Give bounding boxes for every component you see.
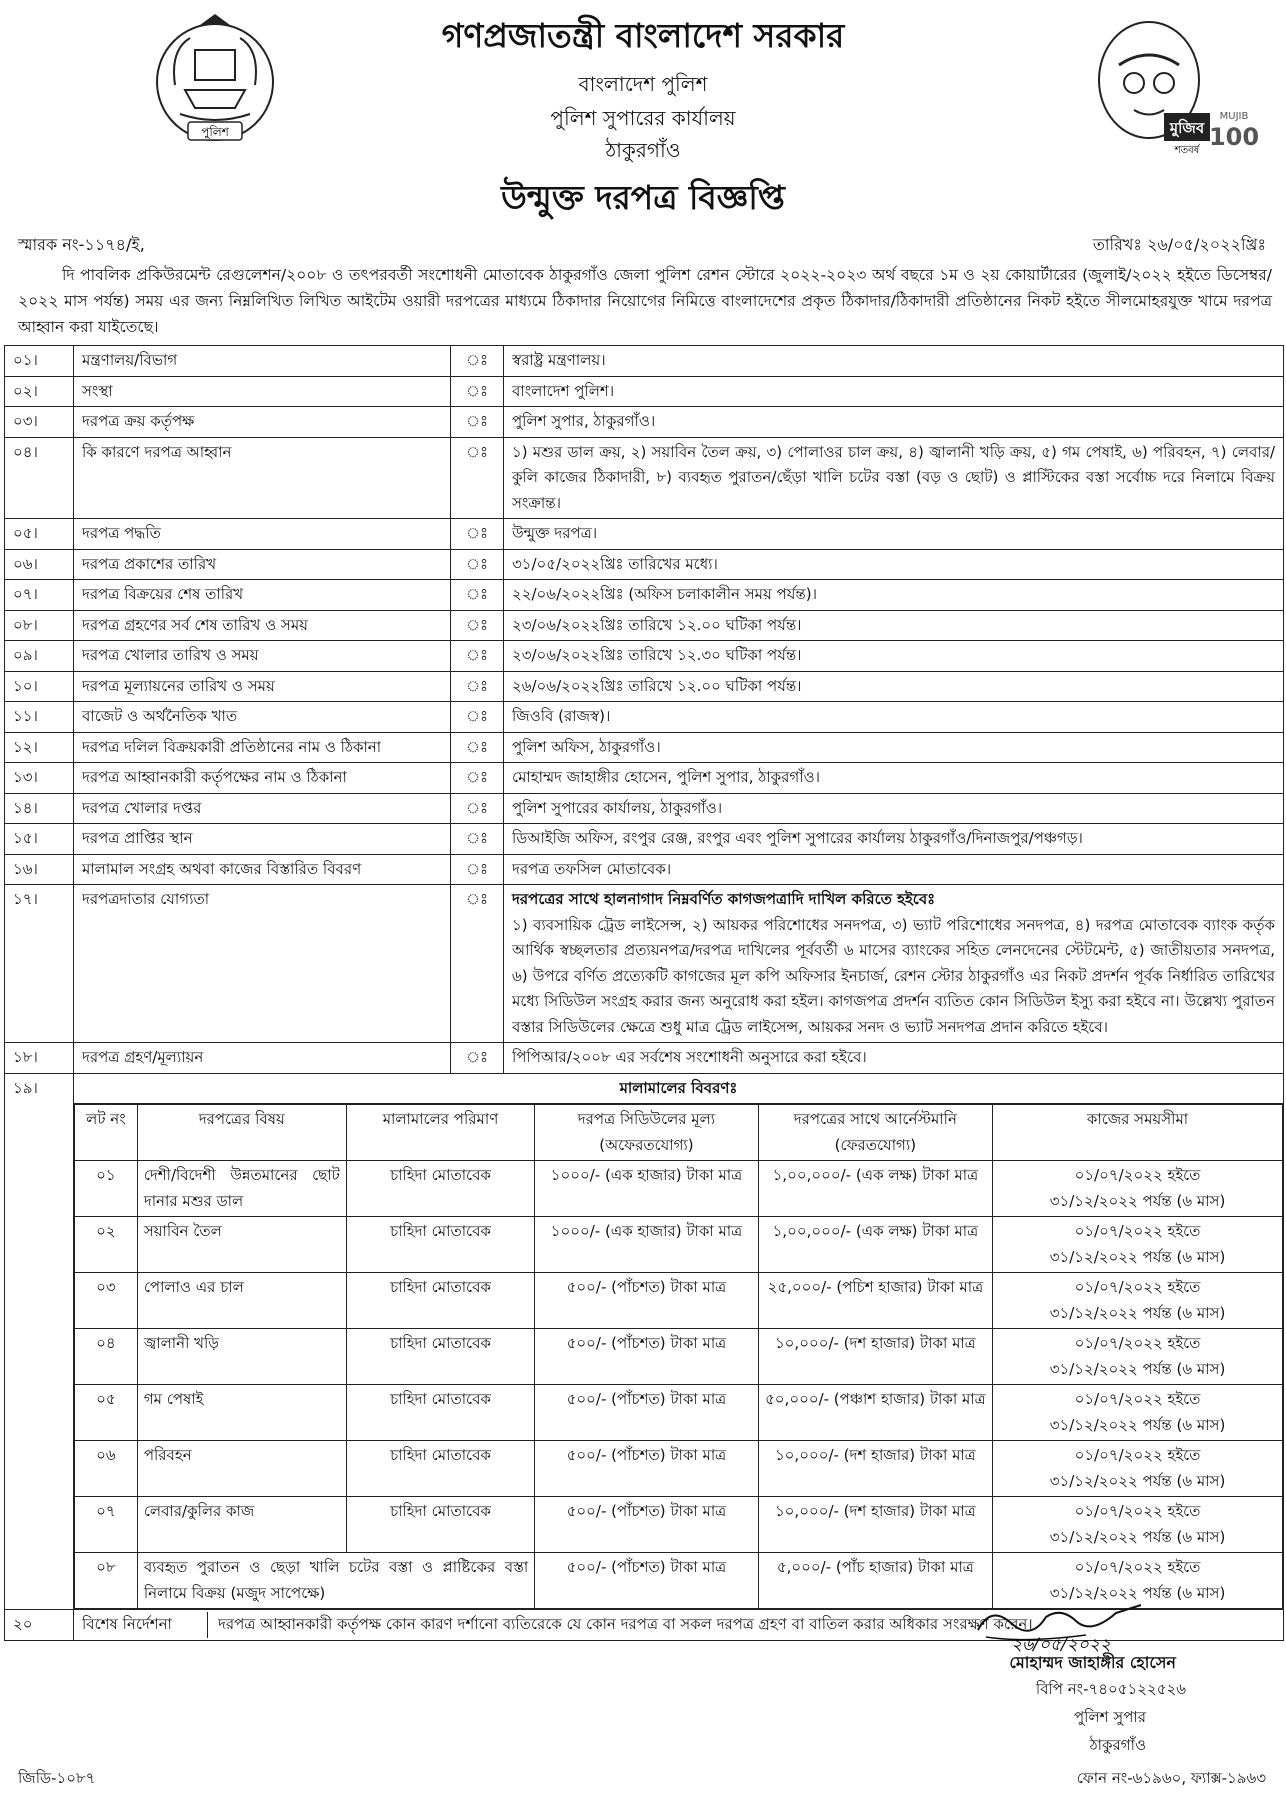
header-earnest-money xyxy=(758,1105,992,1161)
row-number: ০৮। xyxy=(5,610,74,641)
table-row xyxy=(5,824,1284,855)
row-label: দরপত্র মূল্যায়নের তারিখ ও সময় xyxy=(74,671,451,702)
item-lot: ০৮ xyxy=(75,1553,138,1609)
row-label: দরপত্র বিক্রয়ের শেষ তারিখ xyxy=(74,580,451,611)
officer-bp-number: বিপি নং-৭৪০৫১২২৫২৬ xyxy=(1035,1680,1186,1698)
row-label: দরপত্র গ্রহণ/মূল্যায়ন xyxy=(74,1043,451,1074)
period-from: ০১/০৭/২০২২ হইতে xyxy=(1074,1166,1201,1184)
row-number: ১৬। xyxy=(5,854,74,885)
item-subject: লেবার/কুলির কাজ xyxy=(137,1497,346,1553)
item-earnest-money: ১০,০০০/- (দশ হাজার) টাকা মাত্র xyxy=(758,1441,992,1497)
item-subject: সয়াবিন তৈল xyxy=(137,1217,346,1273)
row-label: দরপত্র দলিল বিক্রয়কারী প্রতিষ্ঠানের নাম ও ঠিকানা xyxy=(74,732,451,763)
row-value: স্বরাষ্ট্র মন্ত্রণালয়। xyxy=(504,346,1284,377)
row-label: দরপত্র খোলার তারিখ ও সময় xyxy=(74,641,451,672)
item-earnest-money: ৫,০০০/- (পাঁচ হাজার) টাকা মাত্র xyxy=(758,1553,992,1609)
item-lot: ০২ xyxy=(75,1217,138,1273)
row-number: ০১। xyxy=(5,346,74,377)
row-label: দরপত্র খোলার দপ্তর xyxy=(74,793,451,824)
item-work-period xyxy=(993,1441,1283,1497)
period-from: ০১/০৭/২০২২ হইতে xyxy=(1074,1278,1201,1296)
item-subject: গম পেষাই xyxy=(137,1385,346,1441)
row-value xyxy=(504,885,1284,1043)
item-quantity: চাহিদা মোতাবেক xyxy=(346,1441,534,1497)
row-label: দরপত্রদাতার যোগ্যতা xyxy=(74,885,451,1043)
row-label: মালামাল সংগ্রহ অথবা কাজের বিস্তারিত বিবরণ xyxy=(74,854,451,885)
item-lot: ০৫ xyxy=(75,1385,138,1441)
row-value: পুলিশ সুপারের কার্যালয়, ঠাকুরগাঁও। xyxy=(504,793,1284,824)
row-label: দরপত্র প্রাপ্তির স্থান xyxy=(74,824,451,855)
item-quantity: চাহিদা মোতাবেক xyxy=(346,1385,534,1441)
row-colon: ঃ xyxy=(451,763,504,794)
row-colon: ঃ xyxy=(451,702,504,733)
row-value: পুলিশ সুপার, ঠাকুরগাঁও। xyxy=(504,407,1284,438)
item-row xyxy=(75,1441,1283,1497)
header-earnest-money-note: (ফেরতযোগ্য) xyxy=(834,1135,917,1154)
row-label: মন্ত্রণালয়/বিভাগ xyxy=(74,346,451,377)
svg-text:মুজিব: মুজিব xyxy=(1169,119,1205,137)
district-name: ঠাকুরগাঁও xyxy=(605,138,681,162)
item-subject: ব্যবহৃত পুরাতন ও ছেড়া খালি চটের বস্তা ও প্লাষ্টিকের বস্তা নিলামে বিক্রয় (মজুদ সাপেক্ষে) xyxy=(137,1553,534,1609)
header-schedule-price-label: দরপত্র সিডিউলের মূল্য xyxy=(577,1110,716,1128)
row-number: ১০। xyxy=(5,671,74,702)
contact-phone-fax: ফোন নং-৬১৯৬০, ফ্যাক্স-১৯৬৩ xyxy=(1076,1769,1266,1787)
row-colon: ঃ xyxy=(451,549,504,580)
row-number: ১৯। xyxy=(5,1073,74,1610)
svg-text:শতবর্ষ: শতবর্ষ xyxy=(1174,145,1200,156)
office-name: পুলিশ সুপারের কার্যালয় xyxy=(550,106,736,130)
header-subject: দরপত্রের বিষয় xyxy=(137,1105,346,1161)
item-row xyxy=(75,1385,1283,1441)
item-work-period xyxy=(993,1273,1283,1329)
row-value: ২৬/০৬/২০২২খ্রিঃ তারিখে ১২.০০ ঘটিকা পর্যন্ত। xyxy=(504,671,1284,702)
row-colon: ঃ xyxy=(451,854,504,885)
row-value: মোহাম্মদ জাহাঙ্গীর হোসেন, পুলিশ সুপার, ঠাকুরগাঁও। xyxy=(504,763,1284,794)
row-value: বাংলাদেশ পুলিশ। xyxy=(504,376,1284,407)
period-to: ৩১/১২/২০২২ পর্যন্ত (৬ মাস) xyxy=(1049,1359,1226,1378)
item-schedule-price: ৫০০/- (পাঁচশত) টাকা মাত্র xyxy=(535,1553,758,1609)
svg-text:100: 100 xyxy=(1208,123,1260,151)
header-quantity: মালামালের পরিমাণ xyxy=(346,1105,534,1161)
item-lot: ০৬ xyxy=(75,1441,138,1497)
row-colon: ঃ xyxy=(451,1043,504,1074)
notice-title: উন্মুক্ত দরপত্র বিজ্ঞপ্তি xyxy=(501,178,785,217)
row-label: দরপত্র ক্রয় কর্তৃপক্ষ xyxy=(74,407,451,438)
item-schedule-price: ৫০০/- (পাঁচশত) টাকা মাত্র xyxy=(535,1329,758,1385)
row-number: ২০ xyxy=(5,1610,74,1641)
header-lot: লট নং xyxy=(75,1105,138,1161)
row-number: ০৭। xyxy=(5,580,74,611)
row-label: দরপত্র প্রকাশের তারিখ xyxy=(74,549,451,580)
row-label: দরপত্র পদ্ধতি xyxy=(74,519,451,550)
item-row xyxy=(75,1329,1283,1385)
row-label: কি কারণে দরপত্র আহ্বান xyxy=(74,437,451,519)
row-label: বিশেষ নির্দেশনা xyxy=(82,1612,208,1638)
table-row xyxy=(5,549,1284,580)
table-row xyxy=(5,346,1284,377)
item-earnest-money: ১,০০,০০০/- (এক লক্ষ) টাকা মাত্র xyxy=(758,1217,992,1273)
documents-heading: দরপত্রের সাথে হালনাগাদ নিম্নবর্ণিত কাগজপত্রাদি দাখিল করিতে হইবেঃ xyxy=(512,890,936,908)
item-schedule-price: ৫০০/- (পাঁচশত) টাকা মাত্র xyxy=(535,1273,758,1329)
item-work-period xyxy=(993,1497,1283,1553)
table-row xyxy=(5,519,1284,550)
period-to: ৩১/১২/২০২২ পর্যন্ত (৬ মাস) xyxy=(1049,1527,1226,1546)
items-title: মালামালের বিবরণঃ xyxy=(74,1073,1284,1104)
row-number: ০৫। xyxy=(5,519,74,550)
row-number: ০৬। xyxy=(5,549,74,580)
row-colon: ঃ xyxy=(451,885,504,1043)
header-schedule-price-note: (অফেরতযোগ্য) xyxy=(599,1135,694,1154)
row-colon: ঃ xyxy=(451,610,504,641)
row-colon: ঃ xyxy=(451,824,504,855)
item-subject: পরিবহন xyxy=(137,1441,346,1497)
item-row xyxy=(75,1161,1283,1217)
row-value: দরপত্র তফসিল মোতাবেক। xyxy=(504,854,1284,885)
intro-paragraph: দি পাবলিক প্রকিউরমেন্ট রেগুলেশন/২০০৮ ও তৎপরবর্তী সংশোধনী মোতাবেক ঠাকুরগাঁও জেলা পুলিশ রেশন স্টোরে ২০২২-২০২৩ অর্থ বছরে ১ম ও ২য় কোয়ার্টারের (জুলাই/২০২২ হইতে ডিসেম্বর/২০২২ মাস পর্যন্ত) সময় এর জন্য নিম্নলিখিত লিখিত আইটেম ওয়ারী দরপত্রের মাধ্যমে ঠিকাদার নিয়োগের নিমিত্তে বাংলাদেশের প্রকৃত ঠিকাদার/ঠিকাদারী প্রতিষ্ঠানের নিকট হইতে সীলমোহরযুক্ত খামে দরপত্র আহ্বান করা যাইতেছে। xyxy=(18,266,1272,336)
period-from: ০১/০৭/২০২২ হইতে xyxy=(1074,1558,1201,1576)
table-row xyxy=(5,580,1284,611)
documents-list: ১) ব্যবসায়িক ট্রেড লাইসেন্স, ২) আয়কর পরিশোধের সনদপত্র, ৩) ভ্যাট পরিশোধের সনদপত্র, ৪) দরপত্র মোতাবেক ব্যাংক কর্তৃক আর্থিক স্বচ্ছলতার প্রত্যয়নপত্র/দরপত্র দাখিলের পূর্ববর্তী ৬ মাসের ব্যাংকের সহিত লেনদেনের স্টেটমেন্ট, ৫) জাতীয়তার সনদপত্র, ৬) উপরে বর্ণিত প্রত্যেকটি কাগজের মূল কপি অফিসার ইনচার্জ, রেশন স্টোর ঠাকুরগাঁও এর নিকট প্রদর্শন পূর্বক নির্ধারিত তারিখের মধ্যে সিডিউল সংগ্রহ করার জন্য অনুরোধ করা হইল। কাগজপত্র প্রদর্শন ব্যতিত কোন সিডিউল ইস্যু করা হইবে না। উল্লেখ্য পুরাতন বস্তার সিডিউলের ক্ষেত্রে শুধু মাত্র ট্রেড লাইসেন্স, আয়কর সনদ ও ভ্যাট সনদপত্র প্রদান করিতে হইবে। xyxy=(512,915,1275,1036)
row-colon: ঃ xyxy=(451,732,504,763)
item-work-period xyxy=(993,1217,1283,1273)
table-row xyxy=(5,702,1284,733)
row-label: সংস্থা xyxy=(74,376,451,407)
table-row xyxy=(5,641,1284,672)
notice-date: তারিখঃ ২৬/০৫/২০২২খ্রিঃ xyxy=(1092,235,1266,254)
memo-number: স্মারক নং-১১৭৪/ই, xyxy=(18,235,145,254)
table-row xyxy=(5,1104,1284,1610)
period-to: ৩১/১২/২০২২ পর্যন্ত (৬ মাস) xyxy=(1049,1303,1226,1322)
svg-text:২৬/০৫/২০২২: ২৬/০৫/২০২২ xyxy=(1011,1635,1111,1655)
row-value: ১) মশুর ডাল ক্রয়, ২) সয়াবিন তৈল ক্রয়, ৩) পোলাওর চাল ক্রয়, ৪) জ্বালানী খড়ি ক্রয়, ৫) গম পেষাই, ৬) পরিবহন, ৭) লেবার/কুলি কাজের ঠিকাদারী, ৮) ব্যবহৃত পুরাতন/ছেঁড়া খালি চটের বস্তা (বড় ও ছোট) ও প্লাস্টিকের বস্তা সর্বোচ্চ দরে নিলামে বিক্রয় সংক্রান্ত। xyxy=(504,437,1284,519)
item-schedule-price: ১০০০/- (এক হাজার) টাকা মাত্র xyxy=(535,1161,758,1217)
row-colon: ঃ xyxy=(451,671,504,702)
item-earnest-money: ২৫,০০০/- (পচিশ হাজার) টাকা মাত্র xyxy=(758,1273,992,1329)
row-value: ডিআইজি অফিস, রংপুর রেঞ্জ, রংপুর এবং পুলিশ সুপারের কার্যালয় ঠাকুরগাঁও/দিনাজপুর/পঞ্চগড়। xyxy=(504,824,1284,855)
item-row xyxy=(75,1273,1283,1329)
row-label: দরপত্র আহ্বানকারী কর্তৃপক্ষের নাম ও ঠিকানা xyxy=(74,763,451,794)
row-colon: ঃ xyxy=(451,407,504,438)
officer-name: মোহাম্মদ জাহাঙ্গীর হোসেন xyxy=(1009,1653,1176,1672)
row-colon: ঃ xyxy=(451,793,504,824)
item-row xyxy=(75,1217,1283,1273)
row-number: ০৪। xyxy=(5,437,74,519)
item-schedule-price: ১০০০/- (এক হাজার) টাকা মাত্র xyxy=(535,1217,758,1273)
period-to: ৩১/১২/২০২২ পর্যন্ত (৬ মাস) xyxy=(1049,1471,1226,1490)
item-earnest-money: ১০,০০০/- (দশ হাজার) টাকা মাত্র xyxy=(758,1497,992,1553)
row-value: ২৩/০৬/২০২২খ্রিঃ তারিখে ১২.৩০ ঘটিকা পর্যন্ত। xyxy=(504,641,1284,672)
row-value: ৩১/০৫/২০২২খ্রিঃ তারিখের মধ্যে। xyxy=(504,549,1284,580)
row-label: দরপত্র গ্রহণের সর্ব শেষ তারিখ ও সময় xyxy=(74,610,451,641)
item-lot: ০৪ xyxy=(75,1329,138,1385)
table-row xyxy=(5,793,1284,824)
officer-location: ঠাকুরগাঁও xyxy=(1089,1736,1146,1754)
period-to: ৩১/১২/২০২২ পর্যন্ত (৬ মাস) xyxy=(1049,1583,1226,1602)
row-number: ০৯। xyxy=(5,641,74,672)
row-value: উন্মুক্ত দরপত্র। xyxy=(504,519,1284,550)
item-work-period xyxy=(993,1385,1283,1441)
row-number: ১২। xyxy=(5,732,74,763)
tender-details-table xyxy=(4,345,1284,1641)
table-row xyxy=(5,763,1284,794)
item-quantity: চাহিদা মোতাবেক xyxy=(346,1329,534,1385)
period-to: ৩১/১২/২০২২ পর্যন্ত (৬ মাস) xyxy=(1049,1191,1226,1210)
header-earnest-money-label: দরপত্রের সাথে আর্নেস্টমানি xyxy=(793,1110,957,1128)
row-number: ১৮। xyxy=(5,1043,74,1074)
header-schedule-price xyxy=(535,1105,758,1161)
period-from: ০১/০৭/২০২২ হইতে xyxy=(1074,1502,1201,1520)
item-quantity: চাহিদা মোতাবেক xyxy=(346,1161,534,1217)
item-earnest-money: ৫০,০০০/- (পঞ্চাশ হাজার) টাকা মাত্র xyxy=(758,1385,992,1441)
period-from: ০১/০৭/২০২২ হইতে xyxy=(1074,1390,1201,1408)
row-value: দরপত্র আহ্বানকারী কর্তৃপক্ষ কোন কারণ দর্শানো ব্যতিরেকে যে কোন দরপত্র বা সকল দরপত্র গ্রহণ বা বাতিল করার অধিকার সংরক্ষণ করেন। xyxy=(218,1615,1033,1633)
item-quantity: চাহিদা মোতাবেক xyxy=(346,1497,534,1553)
item-lot: ০৭ xyxy=(75,1497,138,1553)
period-from: ০১/০৭/২০২২ হইতে xyxy=(1074,1334,1201,1352)
row-colon: ঃ xyxy=(451,376,504,407)
table-row xyxy=(5,1043,1284,1074)
government-title: গণপ্রজাতন্ত্রী বাংলাদেশ সরকার xyxy=(441,16,845,55)
table-row xyxy=(5,1073,1284,1104)
table-row xyxy=(5,610,1284,641)
table-row xyxy=(5,407,1284,438)
item-subject: দেশী/বিদেশী উন্নতমানের ছোট দানার মশুর ডাল xyxy=(137,1161,346,1217)
department-name: বাংলাদেশ পুলিশ xyxy=(578,72,708,96)
header-work-period: কাজের সময়সীমা xyxy=(993,1105,1283,1161)
item-subject: জ্বালানী খড়ি xyxy=(137,1329,346,1385)
item-schedule-price: ৫০০/- (পাঁচশত) টাকা মাত্র xyxy=(535,1497,758,1553)
row-colon: ঃ xyxy=(451,641,504,672)
items-table-wrap xyxy=(74,1104,1284,1610)
table-row xyxy=(5,885,1284,1043)
row-number: ১১। xyxy=(5,702,74,733)
period-from: ০১/০৭/২০২২ হইতে xyxy=(1074,1222,1201,1240)
row-value: ২৩/০৬/২০২২খ্রিঃ তারিখে ১২.০০ ঘটিকা পর্যন্ত। xyxy=(504,610,1284,641)
row-number: ১৪। xyxy=(5,793,74,824)
items-header-row xyxy=(75,1105,1283,1161)
officer-title: পুলিশ সুপার xyxy=(1074,1708,1146,1726)
row-label: বাজেট ও অর্থনৈতিক খাত xyxy=(74,702,451,733)
item-schedule-price: ৫০০/- (পাঁচশত) টাকা মাত্র xyxy=(535,1385,758,1441)
item-work-period xyxy=(993,1329,1283,1385)
row-number: ০৩। xyxy=(5,407,74,438)
table-row xyxy=(5,671,1284,702)
item-schedule-price: ৫০০/- (পাঁচশত) টাকা মাত্র xyxy=(535,1441,758,1497)
item-subject: পোলাও এর চাল xyxy=(137,1273,346,1329)
row-value: পিপিআর/২০০৮ এর সর্বশেষ সংশোধনী অনুসারে করা হইবে। xyxy=(504,1043,1284,1074)
row-number: ১৫। xyxy=(5,824,74,855)
period-to: ৩১/১২/২০২২ পর্যন্ত (৬ মাস) xyxy=(1049,1247,1226,1266)
row-value: জিওবি (রাজস্ব)। xyxy=(504,702,1284,733)
handwritten-signature xyxy=(966,1595,1156,1655)
item-earnest-money: ১,০০,০০০/- (এক লক্ষ) টাকা মাত্র xyxy=(758,1161,992,1217)
table-row xyxy=(5,854,1284,885)
item-lot: ০৩ xyxy=(75,1273,138,1329)
item-quantity: চাহিদা মোতাবেক xyxy=(346,1217,534,1273)
row-number: ০২। xyxy=(5,376,74,407)
item-earnest-money: ১০,০০০/- (দশ হাজার) টাকা মাত্র xyxy=(758,1329,992,1385)
table-row xyxy=(5,732,1284,763)
svg-text:MUJIB: MUJIB xyxy=(1219,111,1249,122)
svg-text:পুলিশ: পুলিশ xyxy=(201,125,229,139)
item-work-period xyxy=(993,1161,1283,1217)
period-from: ০১/০৭/২০২২ হইতে xyxy=(1074,1446,1201,1464)
items-table xyxy=(74,1104,1283,1609)
row-value: ২২/০৬/২০২২খ্রিঃ (অফিস চলাকালীন সময় পর্যন্ত)। xyxy=(504,580,1284,611)
item-lot: ০১ xyxy=(75,1161,138,1217)
table-row xyxy=(5,437,1284,519)
row-colon: ঃ xyxy=(451,346,504,377)
table-row xyxy=(5,376,1284,407)
row-value: পুলিশ অফিস, ঠাকুরগাঁও। xyxy=(504,732,1284,763)
item-row xyxy=(75,1497,1283,1553)
row-colon: ঃ xyxy=(451,437,504,519)
gd-reference: জিডি-১০৮৭ xyxy=(18,1769,96,1787)
item-quantity: চাহিদা মোতাবেক xyxy=(346,1273,534,1329)
row-number: ১৩। xyxy=(5,763,74,794)
row-number: ১৭। xyxy=(5,885,74,1043)
row-colon: ঃ xyxy=(451,519,504,550)
row-colon: ঃ xyxy=(451,580,504,611)
period-to: ৩১/১২/২০২২ পর্যন্ত (৬ মাস) xyxy=(1049,1415,1226,1434)
